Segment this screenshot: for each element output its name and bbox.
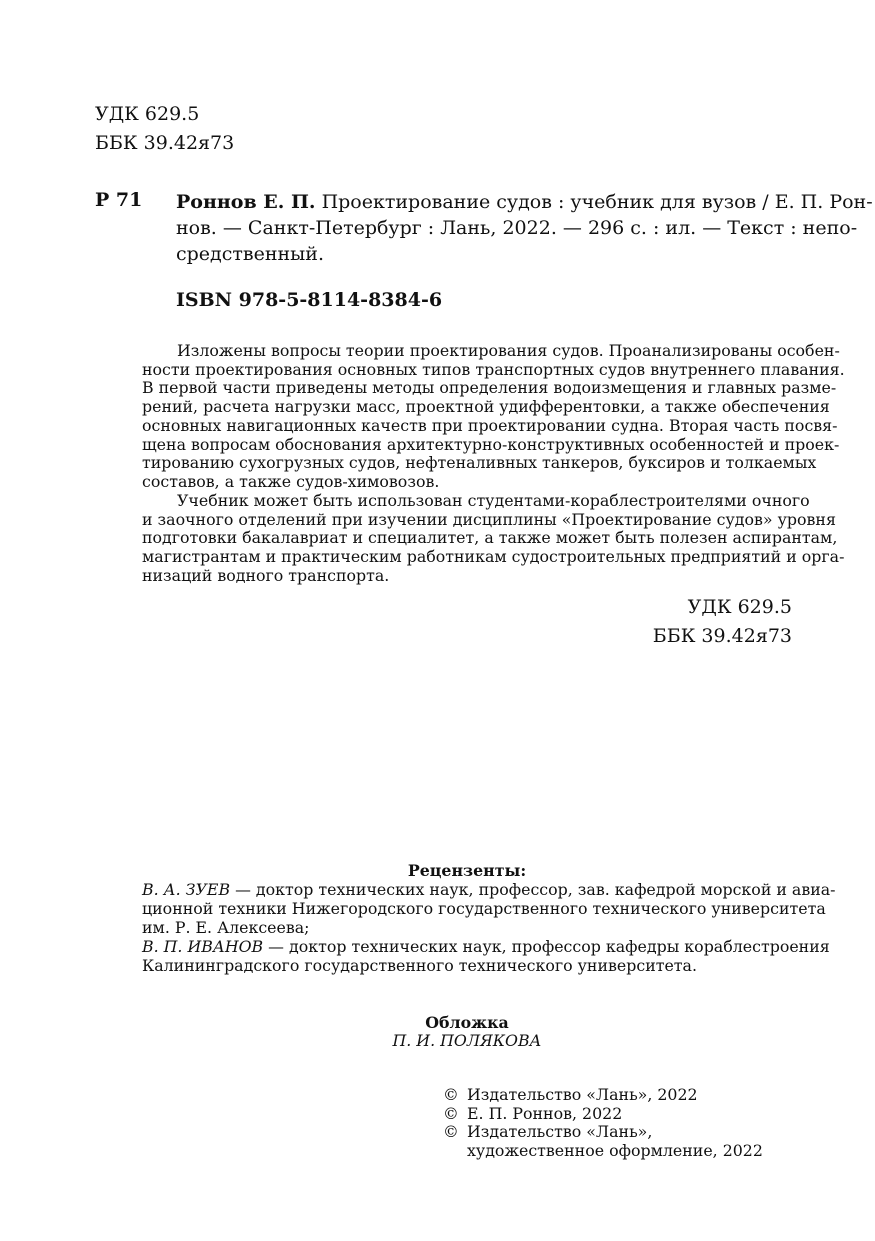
author-mark: Р 71 [95,189,143,211]
biblio-line-1 [176,189,873,215]
abstract-line: подготовки бакалавриат и специалитет, а также может быть полезен аспирантам, [142,528,838,548]
abstract-line: Учебник может быть использован студентами-кораблестроителями очного [177,491,810,510]
reviewer-2-line: Калининградского государственного технического университета. [142,956,697,975]
abstract-paragraph-1 [142,341,845,492]
abstract-line: низаций водного транспорта. [142,565,390,585]
reviewer-1-line: ционной техники Нижегородского государственного технического университета [142,899,826,918]
copyright-icon: © [443,1103,459,1123]
abstract-line: и заочного отделений при изучении дисциплины «Проектирование судов» уровня [142,509,836,529]
reviewer-2-name: В. П. ИВАНОВ [142,937,264,956]
abstract-line: В первой части приведены методы определения водоизмещения и главных разме- [142,378,837,398]
udk-code-right: УДК 629.5 [687,596,792,618]
reviewer-1-line: им. Р. Е. Алексеева; [142,918,310,937]
abstract-line: рений, расчета нагрузки масс, проектной удифферентовки, а также обеспечения [142,397,830,417]
biblio-line-3: средственный. [176,243,324,265]
copyright-line: © Е. П. Роннов, 2022 [443,1103,623,1123]
copyright-icon: © [443,1122,459,1142]
abstract-line: ности проектирования основных типов транспортных судов внутреннего плавания. [142,359,845,379]
author-name: Роннов Е. П. [176,191,316,213]
cover-artist: П. И. ПОЛЯКОВА [392,1031,542,1050]
biblio-line-2: нов. — Санкт-Петербург : Лань, 2022. — 296 с. : ил. — Текст : непо- [176,217,858,239]
biblio-title: Проектирование судов : учебник для вузов / Е. П. Рон- [315,191,873,213]
abstract-paragraph-2 [142,491,845,586]
copyright-line: © Издательство «Лань», 2022 [443,1085,698,1104]
bbk-code: ББК 39.42я73 [95,132,235,154]
abstract-line: магистрантам и практическим работникам судостроительных предприятий и орга- [142,547,845,567]
reviewer-1-name: В. А. ЗУЕВ [142,880,231,899]
reviewers-heading: Рецензенты: [407,861,527,880]
udk-code: УДК 629.5 [95,103,200,125]
abstract-line: составов, а также судов-химовозов. [142,471,440,491]
copyright-line: © Издательство «Лань», [443,1122,653,1142]
abstract-line: основных навигационных качеств при проектировании судна. Вторая часть посвя- [142,415,838,435]
copyright-block [443,1086,763,1161]
isbn: ISBN 978-5-8114-8384-6 [176,289,443,311]
bbk-code-right: ББК 39.42я73 [652,625,792,647]
abstract-line: щена вопросам обоснования архитектурно-конструктивных особенностей и проек- [142,434,840,454]
abstract-line: тированию сухогрузных судов, нефтеналивных танкеров, буксиров и толкаемых [142,453,817,473]
abstract-line: Изложены вопросы теории проектирования судов. Проанализированы особен- [177,341,840,360]
reviewer-2: В. П. ИВАНОВ — доктор технических наук, профессор кафедры кораблестроения [142,937,830,956]
copyright-line: художественное оформление, 2022 [467,1141,763,1161]
cover-heading: Обложка [425,1013,509,1032]
reviewers-list [142,880,836,975]
reviewer-1: В. А. ЗУЕВ — доктор технических наук, профессор, зав. кафедрой морской и авиа- [142,880,836,899]
copyright-icon: © [443,1085,459,1104]
